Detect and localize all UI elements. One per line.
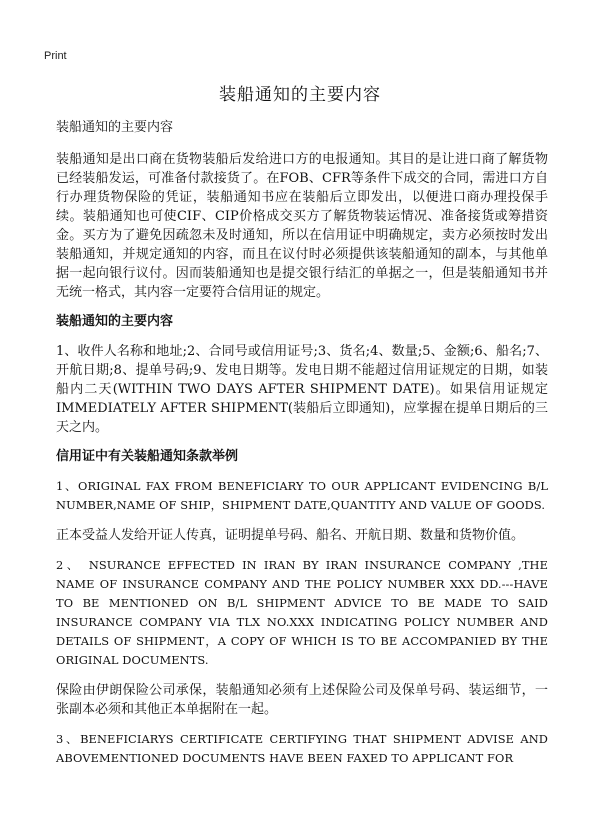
example-1-chinese: 正本受益人发给开证人传真，证明提单号码、船名、开航日期、数量和货物价值。 — [56, 528, 525, 543]
intro-paragraph: 装船通知是出口商在货物装船后发给进口方的电报通知。其目的是让进口商了解货物已经装船发运，可准备付款接货了。在FOB、CFR等条件下成交的合同，需进口方自行办理货物保险的凭证，装船通知书应在装船后立即发出，以便进口商办理投保手续。装船通知也可使CIF、CIP价格成交买方了解货物装运情况、准备接货或筹措资金。买方为了避免因疏忽未及时通知，所以在信用证中明确规定，卖方必须按时发出装船通知，并规定通知的内容，而且在议付时必须提供该装船通知的副本，与其他单据一起向银行议付。因而装船通知也是提交银行结汇的单据之一，但是装船通知书并无统一格式，其内容一定要符合信用证的规定。 — [56, 152, 548, 300]
main-content-paragraph: 1、收件人名称和地址;2、合同号或信用证号;3、货名;4、数量;5、金额;6、船名;7、开航日期;8、提单号码;9、发电日期等。发电日期不能超过信用证规定的日期，如装船内二天(WITHIN TWO DAYS AFTER SHIPMENT DATE)。如果信用证规定IMMEDIATELY AFTER SHIPMENT(装船后立即通知)，应掌握在提单日期后的三天之内。 — [56, 344, 548, 435]
section-heading-lc-examples: 信用证中有关装船通知条款举例 — [56, 449, 239, 464]
print-link[interactable]: Print — [44, 50, 67, 62]
subtitle: 装船通知的主要内容 — [56, 120, 174, 135]
document-body — [56, 119, 548, 779]
example-2-english: 2、 NSURANCE EFFECTED IN IRAN BY IRAN INSURANCE COMPANY ,THE NAME OF INSURANCE COMPANY AND THE POLICY NUMBER XXX DD.---HAVE TO BE MENTIONED ON B/L SHIPMENT ADVICE TO BE MADE TO SAID INSURANCE COMPANY VIA TLX NO.XXX INDICATING POLICY NUMBER AND DETAILS OF SHIPMENT，A COPY OF WHICH IS TO BE ACCOMPANIED BY THE ORIGINAL DOCUMENTS. — [56, 558, 548, 667]
example-2-chinese: 保险由伊朗保险公司承保，装船通知必须有上述保险公司及保单号码、装运细节，一张副本必须和其他正本单据附在一起。 — [56, 683, 548, 717]
section-heading-main-content: 装船通知的主要内容 — [56, 314, 174, 329]
example-3-english: 3、BENEFICIARYS CERTIFICATE CERTIFYING THAT SHIPMENT ADVISE AND ABOVEMENTIONED DOCUMENTS HAVE BEEN FAXED TO APPLICANT FOR — [56, 732, 548, 765]
page-title: 装船通知的主要内容 — [219, 85, 381, 105]
example-1-english: 1、ORIGINAL FAX FROM BENEFICIARY TO OUR APPLICANT EVIDENCING B/L NUMBER,NAME OF SHIP，SHIPMENT DATE,QUANTITY AND VALUE OF GOODS. — [56, 479, 548, 512]
